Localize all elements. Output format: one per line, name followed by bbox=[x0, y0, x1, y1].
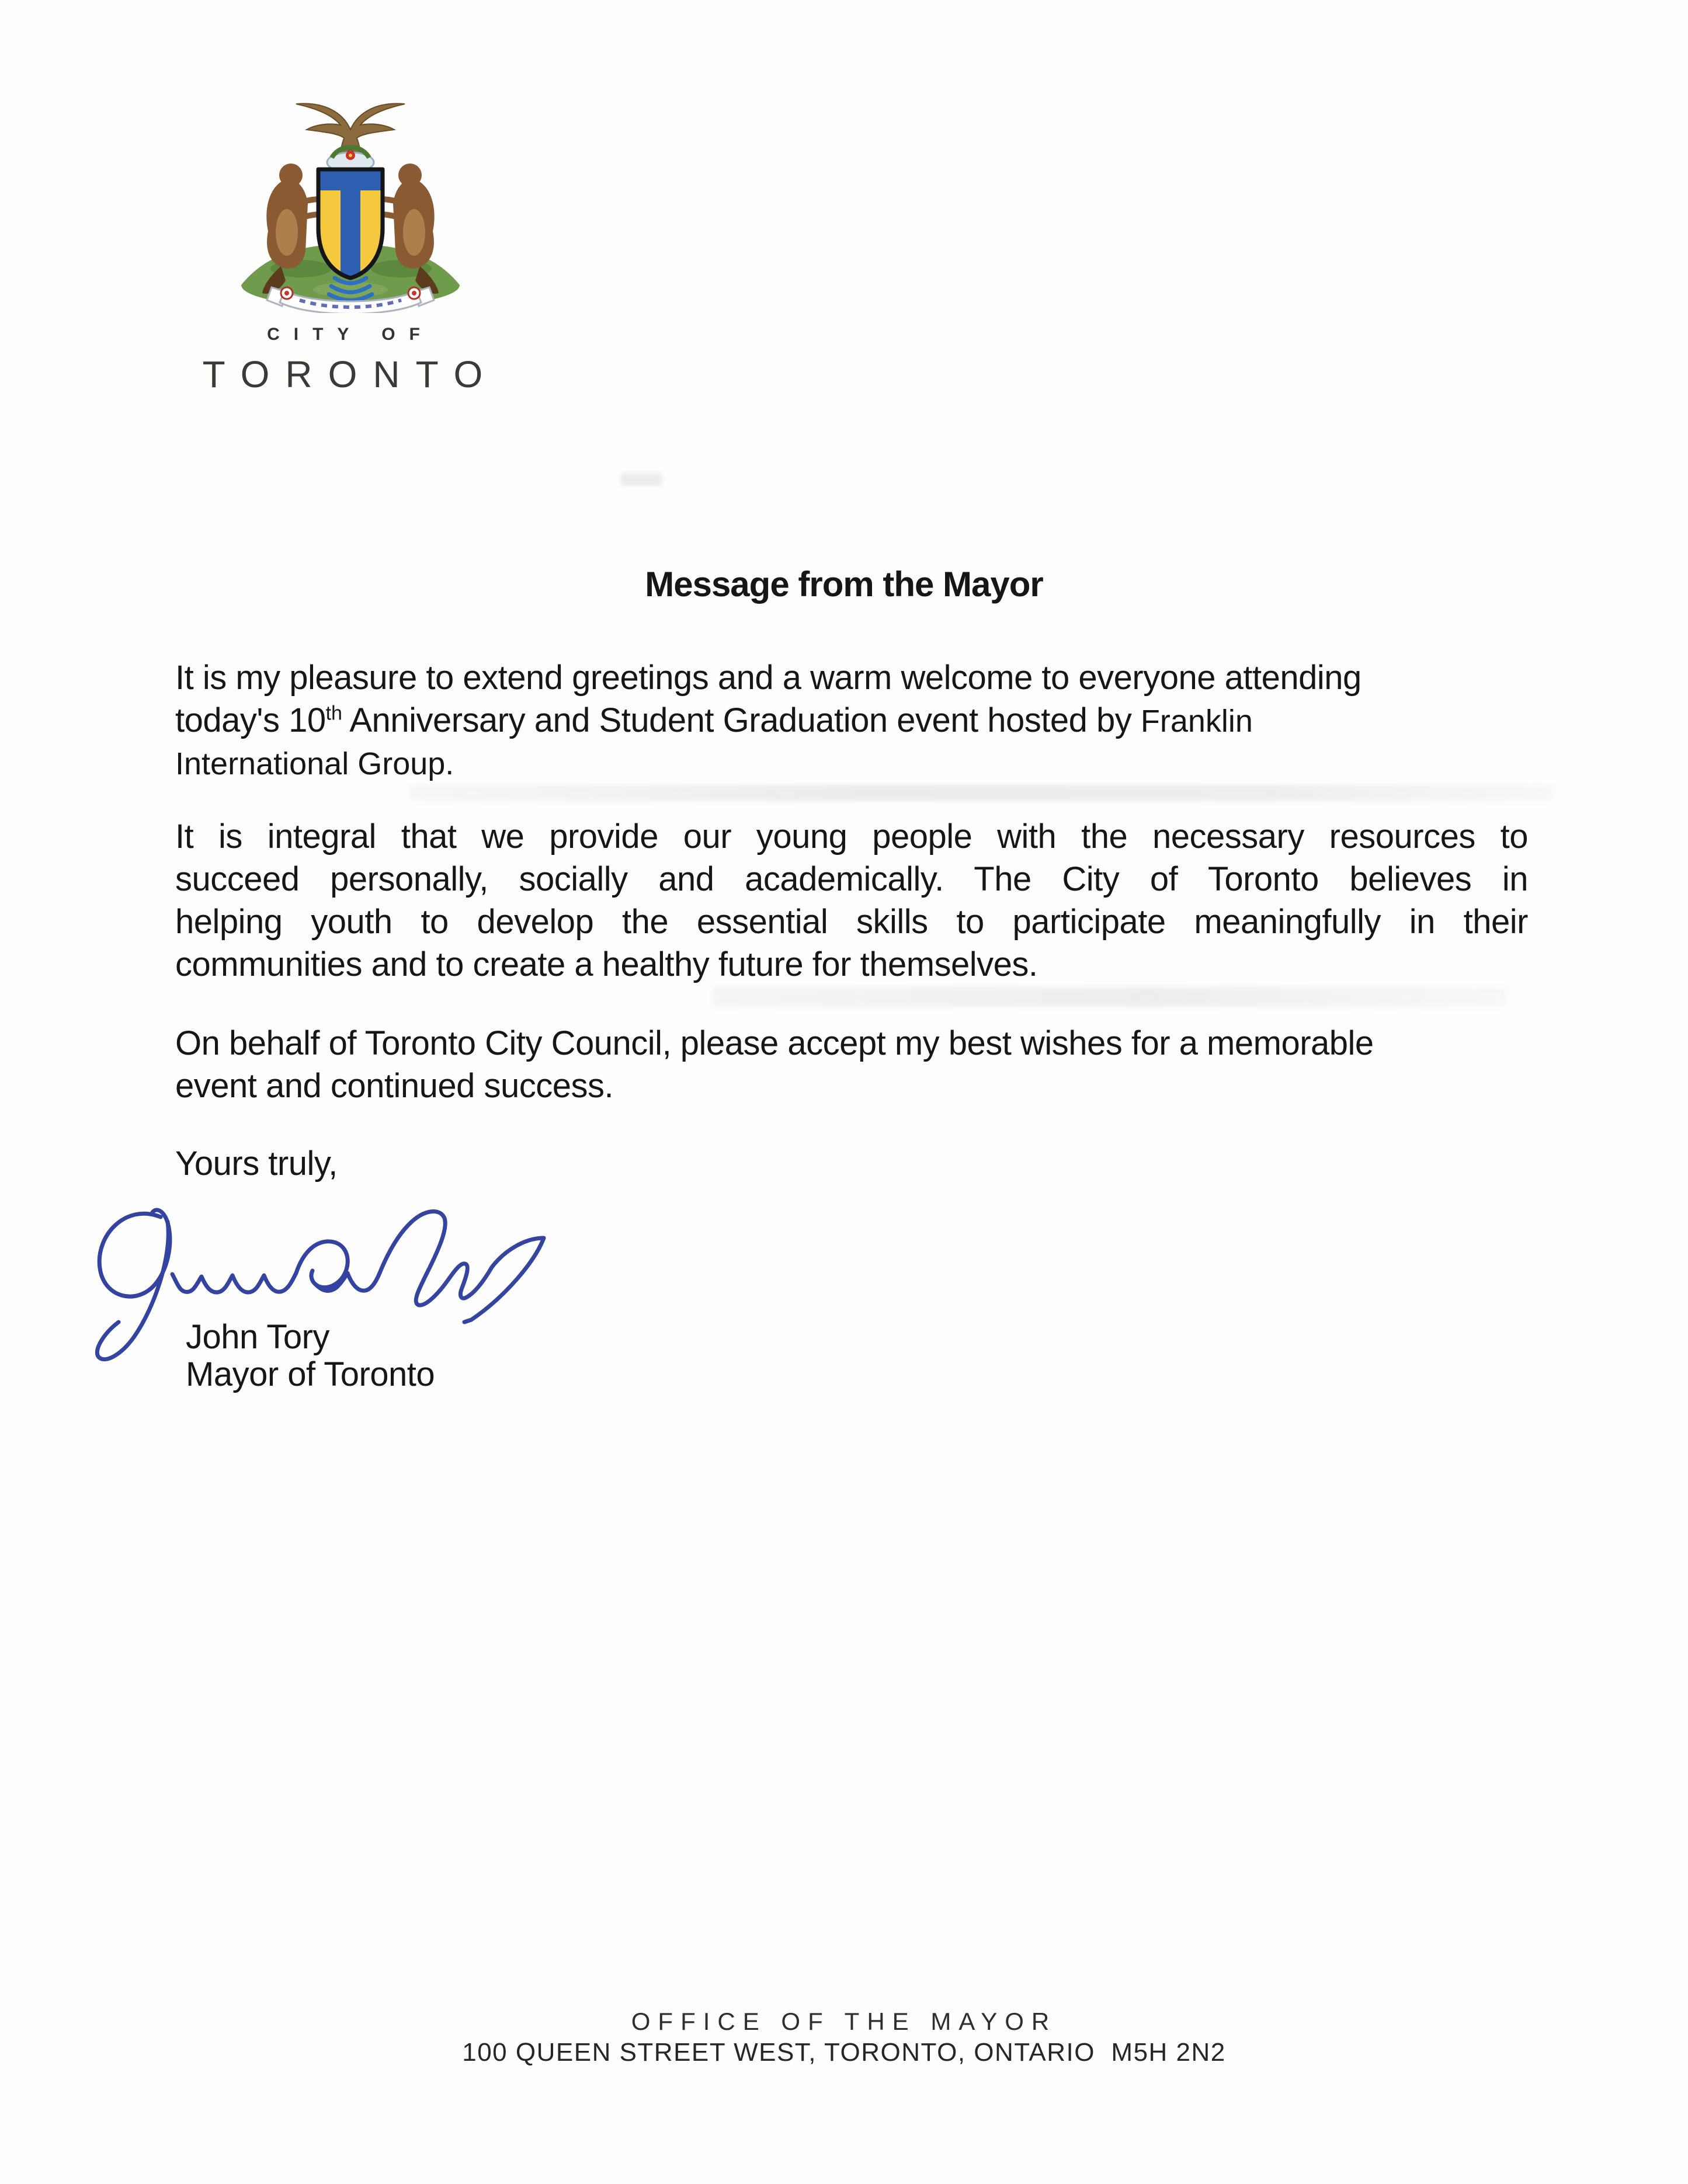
paragraph-line: succeed personally, socially and academically. The City of Toronto believes in bbox=[175, 860, 1528, 898]
paragraph-line: event and continued success. bbox=[175, 1067, 614, 1105]
signer-block bbox=[186, 1319, 435, 1393]
closing-salutation bbox=[175, 1142, 1528, 1185]
logo-toronto-wordmark: TORONTO bbox=[202, 353, 499, 395]
paragraph-line: communities and to create a healthy future for themselves. bbox=[175, 945, 1038, 983]
scan-artifact bbox=[620, 473, 662, 486]
signer-name: John Tory bbox=[186, 1318, 329, 1356]
signer-title: Mayor of Toronto bbox=[186, 1355, 435, 1393]
letter-heading: Message from the Mayor bbox=[645, 565, 1043, 604]
paragraph-greeting bbox=[175, 656, 1528, 785]
line-segment: today's 10 bbox=[175, 701, 326, 739]
scan-artifact bbox=[409, 785, 1554, 801]
ordinal-superscript: th bbox=[325, 702, 342, 725]
paragraph-best-wishes bbox=[175, 1022, 1528, 1107]
line-segment: Anniversary and Student Graduation event hosted by bbox=[342, 701, 1141, 739]
paragraph-line: It is my pleasure to extend greetings and a warm welcome to everyone attending bbox=[175, 659, 1361, 697]
paragraph-line: On behalf of Toronto City Council, please accept my best wishes for a memorable bbox=[175, 1024, 1374, 1062]
paragraph-line: helping youth to develop the essential skills to participate meaningfully in their bbox=[175, 903, 1528, 941]
footer-address-line: 100 QUEEN STREET WEST, TORONTO, ONTARIO M5H 2N2 bbox=[462, 2038, 1226, 2067]
paragraph-line: It is integral that we provide our young people with the necessary resources to bbox=[175, 818, 1528, 855]
toronto-coat-of-arms-icon bbox=[231, 92, 470, 313]
host-organization-name: International Group. bbox=[175, 746, 454, 781]
closing-text: Yours truly, bbox=[175, 1145, 338, 1183]
paragraph-line bbox=[175, 699, 1528, 743]
paragraph-city-belief bbox=[175, 815, 1528, 986]
logo-city-of-label: CITY OF bbox=[267, 325, 434, 344]
scan-artifact bbox=[713, 987, 1507, 1007]
host-organization-name: Franklin bbox=[1140, 704, 1253, 739]
footer-office-line: OFFICE OF THE MAYOR bbox=[631, 2008, 1057, 2035]
